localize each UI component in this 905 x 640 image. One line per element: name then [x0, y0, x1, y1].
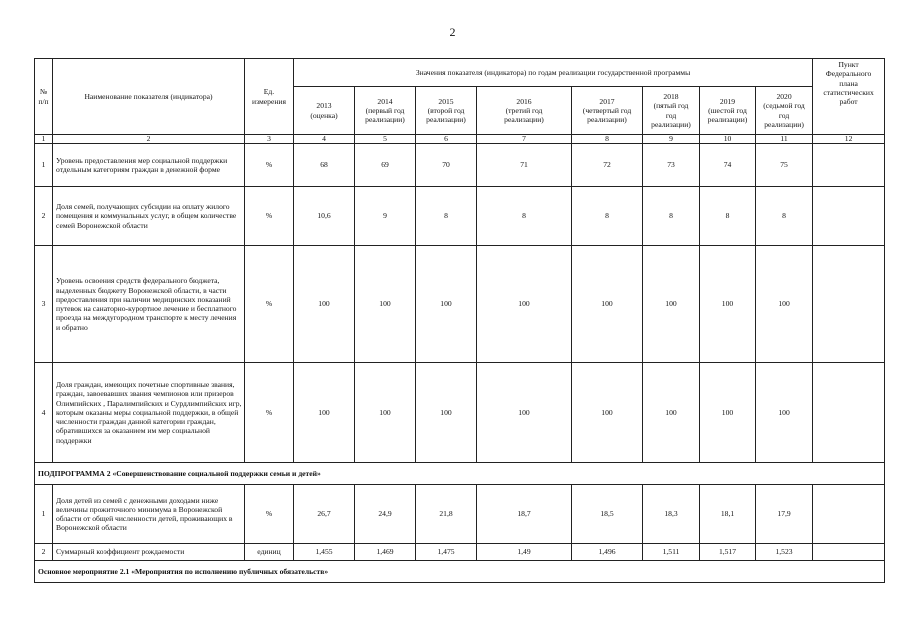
unit-cell: %	[245, 363, 294, 463]
value-cell: 70	[416, 144, 477, 187]
value-cell: 100	[572, 363, 643, 463]
value-cell: 73	[643, 144, 700, 187]
plan-cell	[813, 187, 885, 246]
value-cell: 18,5	[572, 485, 643, 544]
value-cell: 1,496	[572, 544, 643, 561]
value-cell: 18,3	[643, 485, 700, 544]
table-row	[35, 363, 885, 463]
plan-cell	[813, 144, 885, 187]
header-name: Наименование показателя (индикатора)	[53, 59, 245, 135]
value-cell: 9	[355, 187, 416, 246]
indicator-name: Доля семей, получающих субсидии на оплату жилого помещения и коммунальных услуг, в общем количестве семей Воронежской области	[53, 187, 245, 246]
section-row	[35, 463, 885, 485]
value-cell: 1,511	[643, 544, 700, 561]
unit-cell: единиц	[245, 544, 294, 561]
column-numbers-row	[35, 135, 885, 144]
value-cell: 100	[572, 246, 643, 363]
plan-cell	[813, 246, 885, 363]
section-row	[35, 561, 885, 583]
value-cell: 75	[756, 144, 813, 187]
header-year: 2015 (второй год реализации)	[416, 87, 477, 135]
value-cell: 100	[416, 363, 477, 463]
value-cell: 17,9	[756, 485, 813, 544]
value-cell: 1,455	[294, 544, 355, 561]
column-number: 12	[813, 135, 885, 144]
column-number: 4	[294, 135, 355, 144]
column-number: 5	[355, 135, 416, 144]
column-number: 6	[416, 135, 477, 144]
table-row	[35, 544, 885, 561]
indicator-name: Доля граждан, имеющих почетные спортивные звания, граждан, завоевавших звания чемпионов или призеров Олимпийских , Паралимпийских и Сурдлимпийских игр, которым оказаны меры социальной поддержки, в общей численности граждан данной категории граждан, обратившихся за оказанием им мер социальной поддержки	[53, 363, 245, 463]
value-cell: 71	[477, 144, 572, 187]
unit-cell: %	[245, 246, 294, 363]
value-cell: 8	[756, 187, 813, 246]
column-number: 9	[643, 135, 700, 144]
value-cell: 72	[572, 144, 643, 187]
header-year: 2018 (пятый год год реализации)	[643, 87, 700, 135]
value-cell: 69	[355, 144, 416, 187]
value-cell: 100	[294, 246, 355, 363]
value-cell: 100	[756, 363, 813, 463]
table-row	[35, 246, 885, 363]
value-cell: 100	[416, 246, 477, 363]
main-event-title: Основное мероприятие 2.1 «Мероприятия по исполнению публичных обязательств»	[35, 561, 885, 583]
header-year: 2014 (первый год реализации)	[355, 87, 416, 135]
table-row	[35, 144, 885, 187]
value-cell: 100	[643, 246, 700, 363]
value-cell: 1,517	[700, 544, 756, 561]
row-number: 3	[35, 246, 53, 363]
indicators-table	[34, 58, 885, 583]
value-cell: 100	[355, 246, 416, 363]
column-number: 11	[756, 135, 813, 144]
value-cell: 26,7	[294, 485, 355, 544]
header-year: 2017 (четвертый год реализации)	[572, 87, 643, 135]
row-number: 2	[35, 544, 53, 561]
value-cell: 100	[477, 246, 572, 363]
header-unit: Ед. измерения	[245, 59, 294, 135]
value-cell: 8	[643, 187, 700, 246]
header-values-group: Значения показателя (индикатора) по годам реализации государственной программы	[294, 59, 813, 87]
column-number: 3	[245, 135, 294, 144]
value-cell: 68	[294, 144, 355, 187]
value-cell: 100	[756, 246, 813, 363]
value-cell: 21,8	[416, 485, 477, 544]
table-row	[35, 485, 885, 544]
row-number: 1	[35, 485, 53, 544]
column-number: 10	[700, 135, 756, 144]
value-cell: 8	[477, 187, 572, 246]
value-cell: 24,9	[355, 485, 416, 544]
value-cell: 1,49	[477, 544, 572, 561]
value-cell: 8	[700, 187, 756, 246]
row-number: 4	[35, 363, 53, 463]
header-year: 2019 (шестой год реализации)	[700, 87, 756, 135]
header-row-1	[35, 59, 885, 87]
plan-cell	[813, 485, 885, 544]
value-cell: 1,469	[355, 544, 416, 561]
header-year: 2016 (третий год реализации)	[477, 87, 572, 135]
header-year: 2013 (оценка)	[294, 87, 355, 135]
column-number: 7	[477, 135, 572, 144]
value-cell: 100	[700, 363, 756, 463]
value-cell: 100	[700, 246, 756, 363]
value-cell: 8	[416, 187, 477, 246]
value-cell: 10,6	[294, 187, 355, 246]
indicator-name: Уровень освоения средств федерального бюджета, выделенных бюджету Воронежской области, в части предоставления при наличии медицинских показаний путевок на санаторно-курортное лечение и бесплатного проезда на междугородном транспорте к месту лечения и обратно	[53, 246, 245, 363]
value-cell: 18,1	[700, 485, 756, 544]
value-cell: 100	[477, 363, 572, 463]
unit-cell: %	[245, 144, 294, 187]
column-number: 8	[572, 135, 643, 144]
value-cell: 100	[355, 363, 416, 463]
value-cell: 18,7	[477, 485, 572, 544]
value-cell: 100	[294, 363, 355, 463]
plan-cell	[813, 363, 885, 463]
row-number: 2	[35, 187, 53, 246]
indicator-name: Доля детей из семей с денежными доходами ниже величины прожиточного минимума в Воронежской области от общей численности детей, проживающих в Воронежской области	[53, 485, 245, 544]
header-year: 2020 (седьмой год год реализации)	[756, 87, 813, 135]
column-number: 2	[53, 135, 245, 144]
header-num: № п/п	[35, 59, 53, 135]
value-cell: 1,523	[756, 544, 813, 561]
header-federal-plan: Пункт Федерального плана статистических работ	[813, 59, 885, 135]
page-number: 2	[449, 25, 456, 39]
column-number: 1	[35, 135, 53, 144]
indicator-name: Суммарный коэффициент рождаемости	[53, 544, 245, 561]
table-row	[35, 187, 885, 246]
unit-cell: %	[245, 187, 294, 246]
unit-cell: %	[245, 485, 294, 544]
value-cell: 100	[643, 363, 700, 463]
value-cell: 74	[700, 144, 756, 187]
plan-cell	[813, 544, 885, 561]
value-cell: 8	[572, 187, 643, 246]
value-cell: 1,475	[416, 544, 477, 561]
indicator-name: Уровень предоставления мер социальной поддержки отдельным категориям граждан в денежной форме	[53, 144, 245, 187]
subprogram-title: ПОДПРОГРАММА 2 «Совершенствование социальной поддержки семьи и детей»	[35, 463, 885, 485]
row-number: 1	[35, 144, 53, 187]
